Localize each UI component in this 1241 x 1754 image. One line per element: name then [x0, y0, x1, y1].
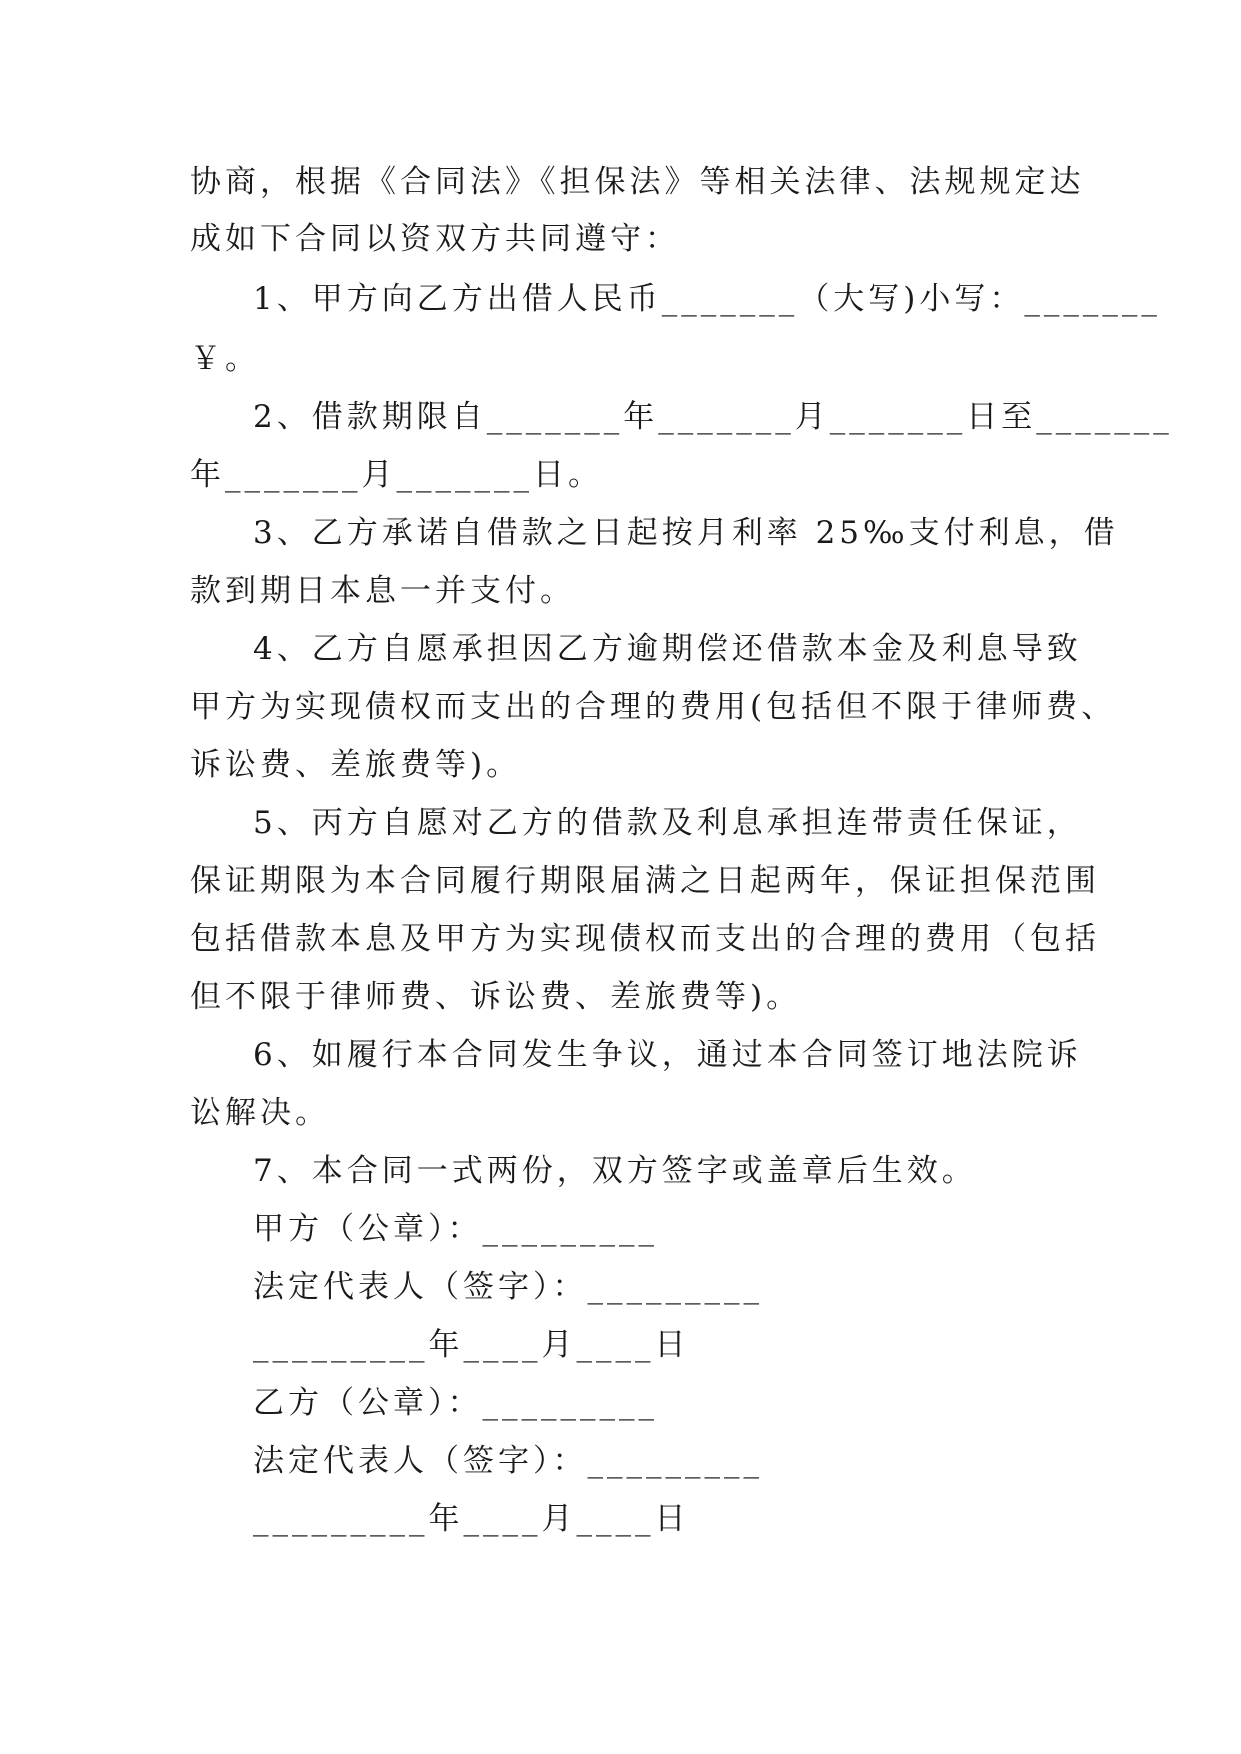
- party-b-date-line: _________年____月____日: [253, 1501, 690, 1537]
- clause-4-line: 甲方为实现债权而支出的合理的费用(包括但不限于律师费、: [190, 689, 1117, 725]
- party-b-representative-line: 法定代表人（签字）：_________: [253, 1443, 763, 1479]
- clause-6-line: 讼解决。: [190, 1095, 330, 1131]
- clause-7-line: 7、本合同一式两份，双方签字或盖章后生效。: [253, 1153, 977, 1189]
- party-a-seal-line: 甲方（公章）：_________: [253, 1211, 658, 1247]
- paragraph-line: 协商，根据《合同法》《担保法》等相关法律、法规规定达: [190, 164, 1085, 200]
- clause-4-line: 4、乙方自愿承担因乙方逾期偿还借款本金及利息导致: [253, 631, 1082, 667]
- clause-1-line: 1、甲方向乙方出借人民币_______（大写)小写：_______: [253, 281, 1161, 317]
- party-a-representative-line: 法定代表人（签字）：_________: [253, 1269, 763, 1305]
- clause-1-line: ￥。: [190, 341, 260, 377]
- party-b-seal-line: 乙方（公章）：_________: [253, 1385, 658, 1421]
- clause-5-line: 保证期限为本合同履行期限届满之日起两年，保证担保范围: [190, 863, 1100, 899]
- clause-5-line: 包括借款本息及甲方为实现债权而支出的合理的费用（包括: [190, 921, 1100, 957]
- clause-5-line: 5、丙方自愿对乙方的借款及利息承担连带责任保证，: [253, 805, 1082, 841]
- clause-4-line: 诉讼费、差旅费等)。: [190, 747, 522, 783]
- clause-3-line: 3、乙方承诺自借款之日起按月利率 25‰支付利息，借: [253, 515, 1119, 551]
- clause-6-line: 6、如履行本合同发生争议，通过本合同签订地法院诉: [253, 1037, 1082, 1073]
- clause-2-line: 2、借款期限自_______年_______月_______日至_______: [253, 399, 1173, 435]
- clause-5-line: 但不限于律师费、诉讼费、差旅费等)。: [190, 979, 802, 1015]
- paragraph-line: 成如下合同以资双方共同遵守：: [190, 221, 680, 257]
- clause-2-line: 年_______月_______日。: [190, 457, 603, 493]
- party-a-date-line: _________年____月____日: [253, 1327, 690, 1363]
- clause-3-line: 款到期日本息一并支付。: [190, 573, 575, 609]
